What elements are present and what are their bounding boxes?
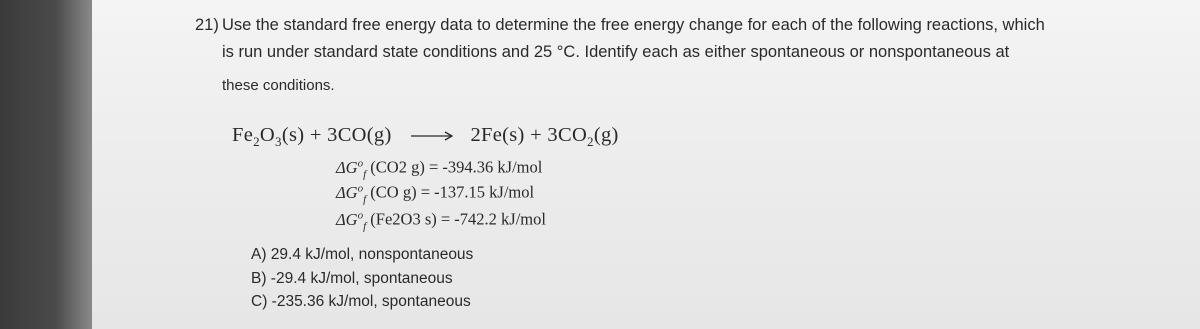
question-text-line-3: these conditions. [222,77,335,94]
reactant-co: 3CO(g) [327,124,392,146]
question-text-line-1: Use the standard free energy data to determine the free energy change for each of the following reactions, which [222,16,1045,34]
question-text-line-2: is run under standard state conditions and 25 °C. Identify each as either spontaneous or nonspontaneous at [222,43,1010,61]
value: = -137.15 kJ/mol [420,182,535,202]
free-energy-co2 [336,157,542,180]
delta-g-symbol: $\Delta G^o_f$ [336,209,367,232]
product-fe: 2Fe(s) [470,124,525,146]
reactant-fe2o3: $Fe_2O_3(s)$ [232,124,305,150]
species: (CO g) [370,182,417,202]
answer-option-c[interactable]: C) -235.36 kJ/mol, spontaneous [251,293,471,310]
answer-option-b[interactable]: B) -29.4 kJ/mol, spontaneous [251,270,453,287]
answer-option-a[interactable]: A) 29.4 kJ/mol, nonspontaneous [251,246,474,263]
plus-sign: + [309,124,322,146]
free-energy-co [336,182,534,205]
species: (CO2 g) [370,157,425,177]
reaction-arrow-icon [411,130,455,142]
plus-sign: + [530,124,542,146]
free-energy-fe2o3 [336,209,546,232]
reaction-equation [232,124,619,150]
species: (Fe2O3 s) [370,209,437,229]
delta-g-symbol: $\Delta G^o_f$ [336,157,367,180]
question-number: 21) [195,16,219,34]
delta-g-symbol: $\Delta G^o_f$ [336,182,367,205]
product-co2: $3CO_2(g)$ [547,124,619,150]
page-edge [0,0,92,329]
value: = -742.2 kJ/mol [440,209,546,229]
value: = -394.36 kJ/mol [428,157,543,177]
